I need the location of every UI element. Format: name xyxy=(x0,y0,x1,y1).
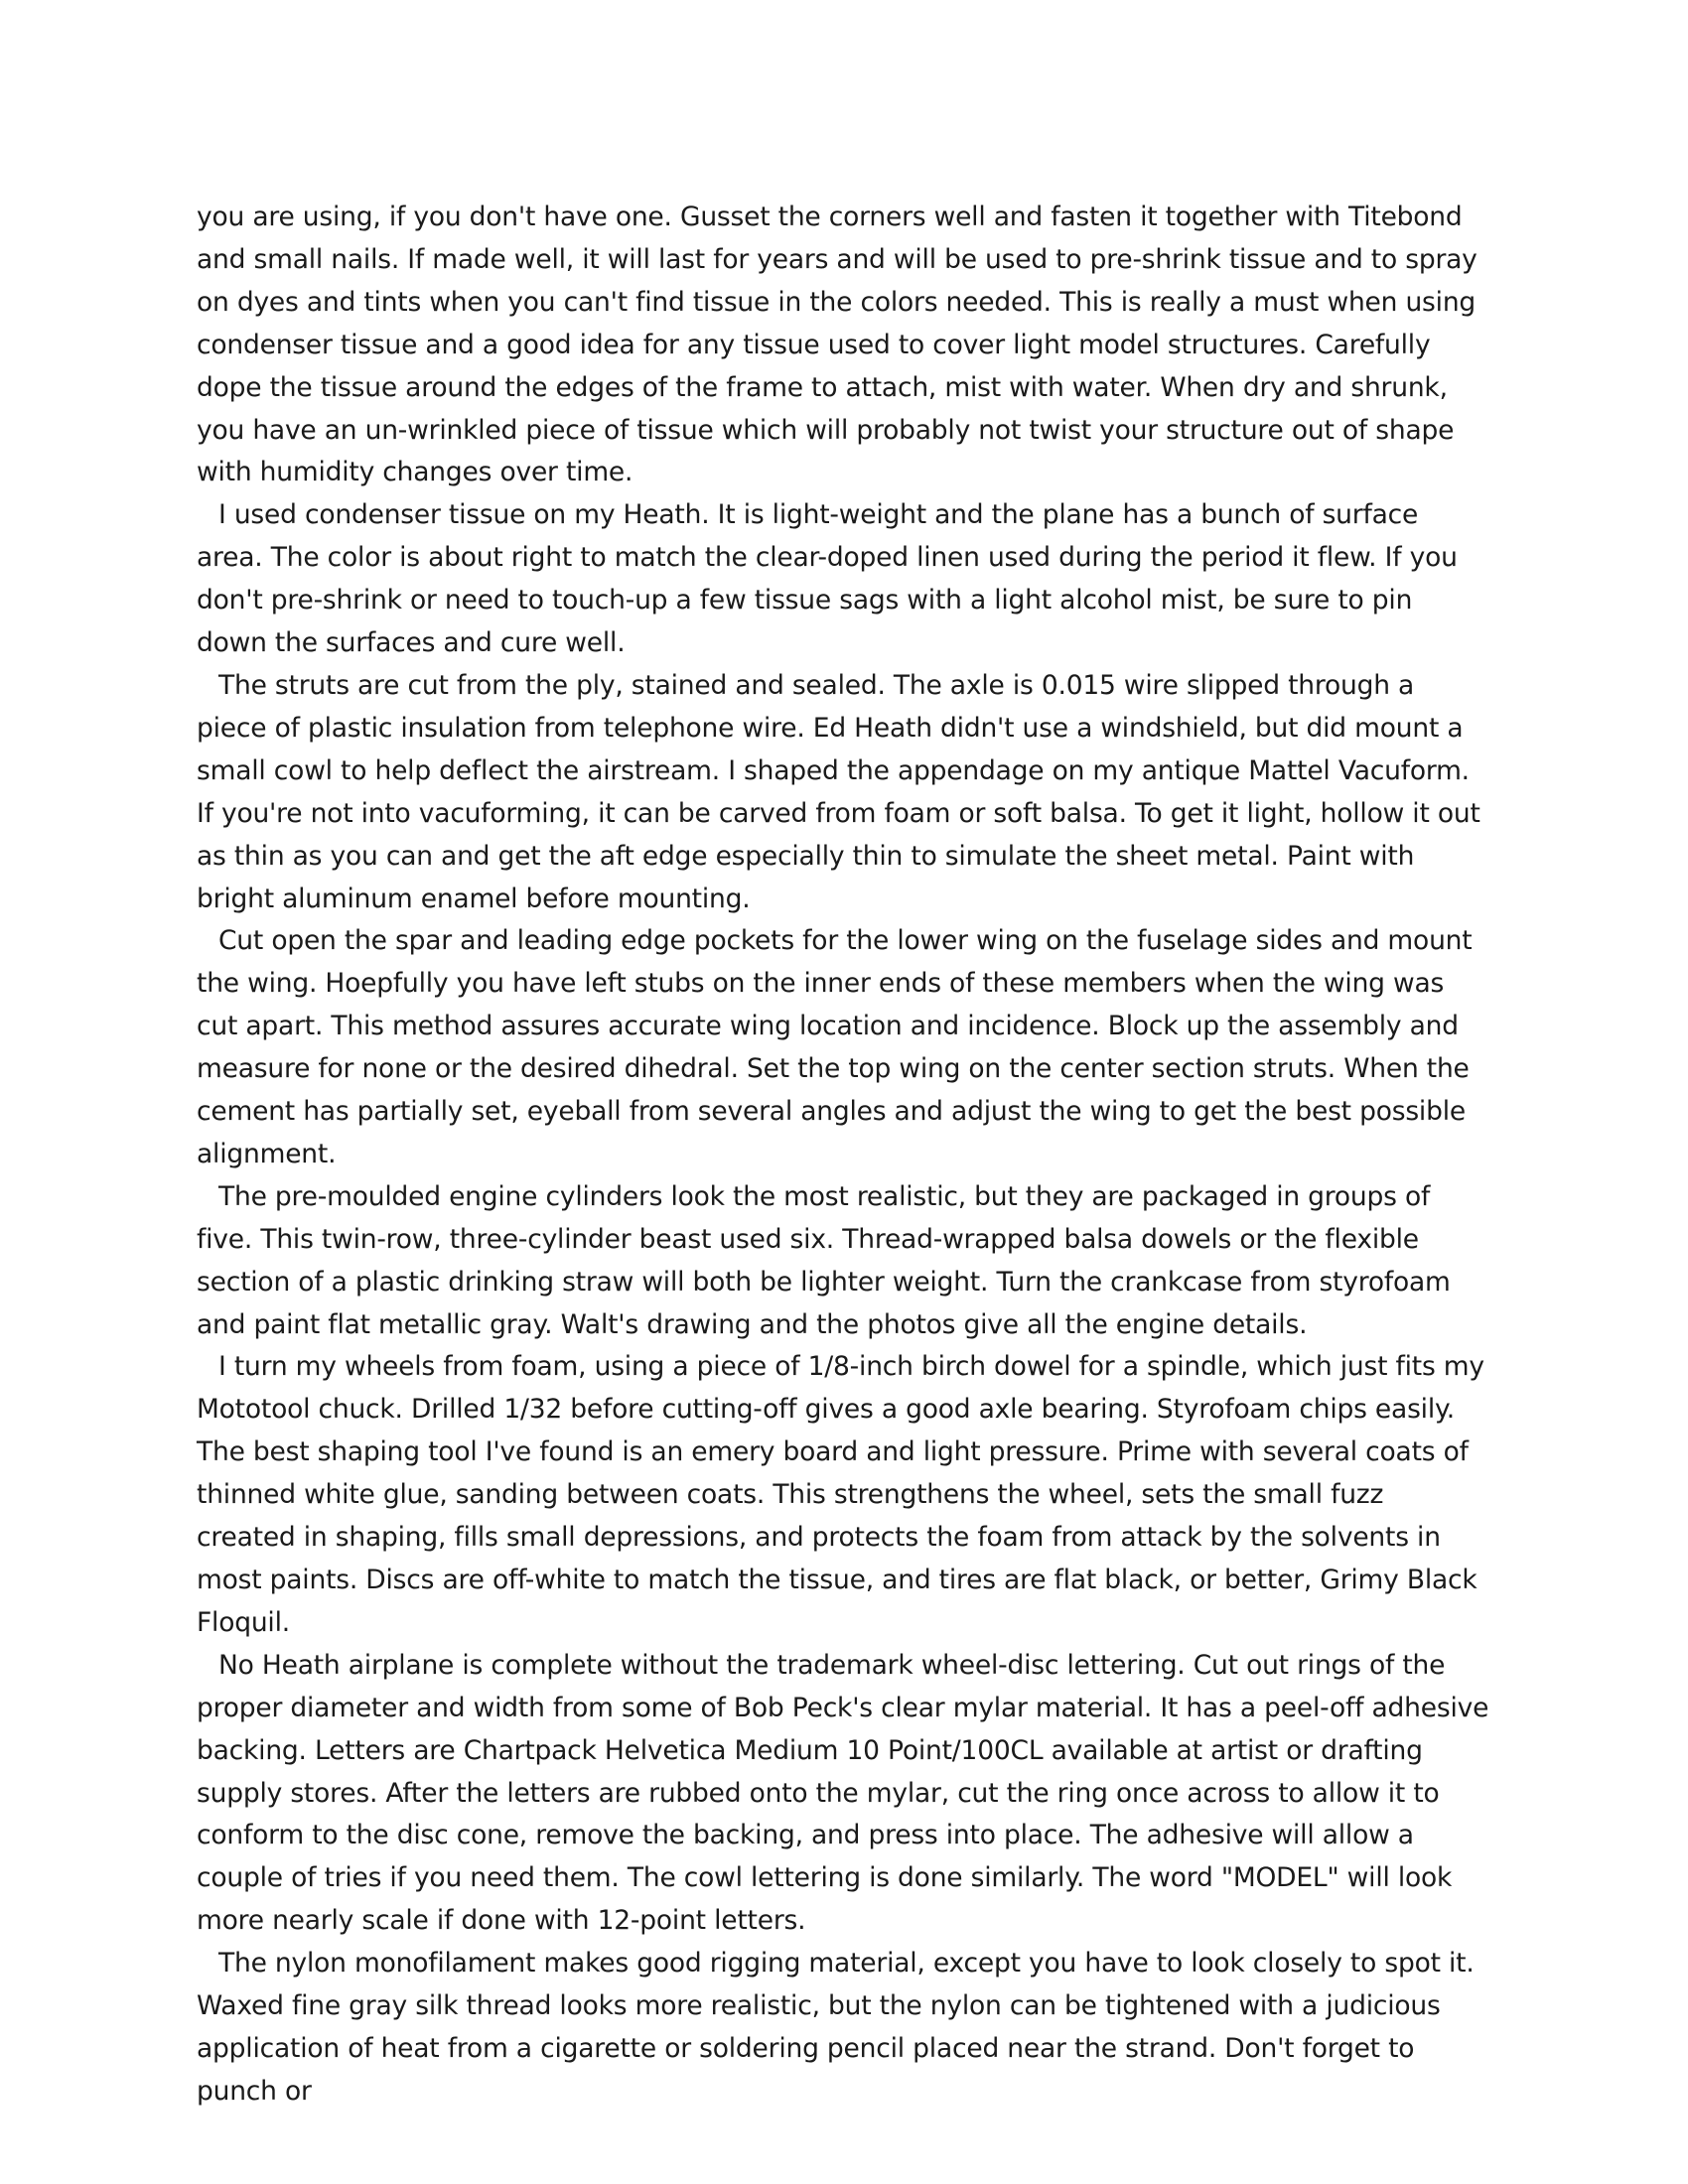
paragraph-condenser-tissue: I used condenser tissue on my Heath. It is light-weight and the plane has a bunch of surface area. The color is about right to match the clear-doped linen used during the period it flew. If you don't pre-shrink or need to touch-up a few tissue sags with a light alcohol mist, be sure to pin down the surfaces and cure well. xyxy=(197,499,1458,659)
paragraph-engine-cylinders: The pre-moulded engine cylinders look the most realistic, but they are packaged in groups of five. This twin-row, three-cylinder beast used six. Thread-wrapped balsa dowels or the flexible section of a plastic drinking straw will both be lighter weight. Turn the crankcase from styrofoam and paint flat metallic gray. Walt's drawing and the photos give all the engine details. xyxy=(197,1180,1451,1340)
paragraph-lettering: No Heath airplane is complete without the trademark wheel-disc lettering. Cut out rings of the proper diameter and width from some of Bob Peck's clear mylar material. It has a peel-off adhesive backing. Letters are Chartpack Helvetica Medium 10 Point/100CL available at artist or drafting supply stores. After the letters are rubbed onto the mylar, cut the ring once across to allow it to conform to the disc cone, remove the backing, and press into place. The adhesive will allow a couple of tries if you need them. The cowl lettering is done similarly. The word "MODEL" will look more nearly scale if done with 12-point letters. xyxy=(197,1649,1489,1937)
body-text xyxy=(197,197,1489,2114)
paragraph-wing-mounting: Cut open the spar and leading edge pockets for the lower wing on the fuselage sides and mount the wing. Hoepfully you have left stubs on the inner ends of these members when the wing was cut apart. This method assures accurate wing location and incidence. Block up the assembly and measure for none or the desired dihedral. Set the top wing on the center section struts. When the cement has partially set, eyeball from several angles and adjust the wing to get the best possible alignment. xyxy=(197,925,1473,1169)
paragraph-wheels: I turn my wheels from foam, using a piece of 1/8-inch birch dowel for a spindle, which just fits my Mototool chuck. Drilled 1/32 before cutting-off gives a good axle bearing. Styrofoam chips easily. The best shaping tool I've found is an emery board and light pressure. Prime with several coats of thinned white glue, sanding between coats. This strengthens the wheel, sets the small fuzz created in shaping, fills small depressions, and protects the foam from attack by the solvents in most paints. Discs are off-white to match the tissue, and tires are flat black, or better, Grimy Black Floquil. xyxy=(197,1351,1484,1638)
paragraph-rigging: The nylon monofilament makes good rigging material, except you have to look closely to spot it. Waxed fine gray silk thread looks more realistic, but the nylon can be tightened with a judicious application of heat from a cigarette or soldering pencil placed near the strand. Don't forget to punch or xyxy=(197,1948,1475,2107)
paragraph-continuation: you are using, if you don't have one. Gusset the corners well and fasten it together with Titebond and small nails. If made well, it will last for years and will be used to pre-shrink tissue and to spray on dyes and tints when you can't find tissue in the colors needed. This is really a must when using condenser tissue and a good idea for any tissue used to cover light model structures. Carefully dope the tissue around the edges of the frame to attach, mist with water. When dry and shrunk, you have an un-wrinkled piece of tissue which will probably not twist your structure out of shape with humidity changes over time. xyxy=(197,202,1477,488)
paragraph-struts: The struts are cut from the ply, stained and sealed. The axle is 0.015 wire slipped through a piece of plastic insulation from telephone wire. Ed Heath didn't use a windshield, but did mount a small cowl to help deflect the airstream. I shaped the appendage on my antique Mattel Vacuform. If you're not into vacuforming, it can be carved from foam or soft balsa. To get it light, hollow it out as thin as you can and get the aft edge especially thin to simulate the sheet metal. Paint with bright aluminum enamel before mounting. xyxy=(197,669,1480,914)
